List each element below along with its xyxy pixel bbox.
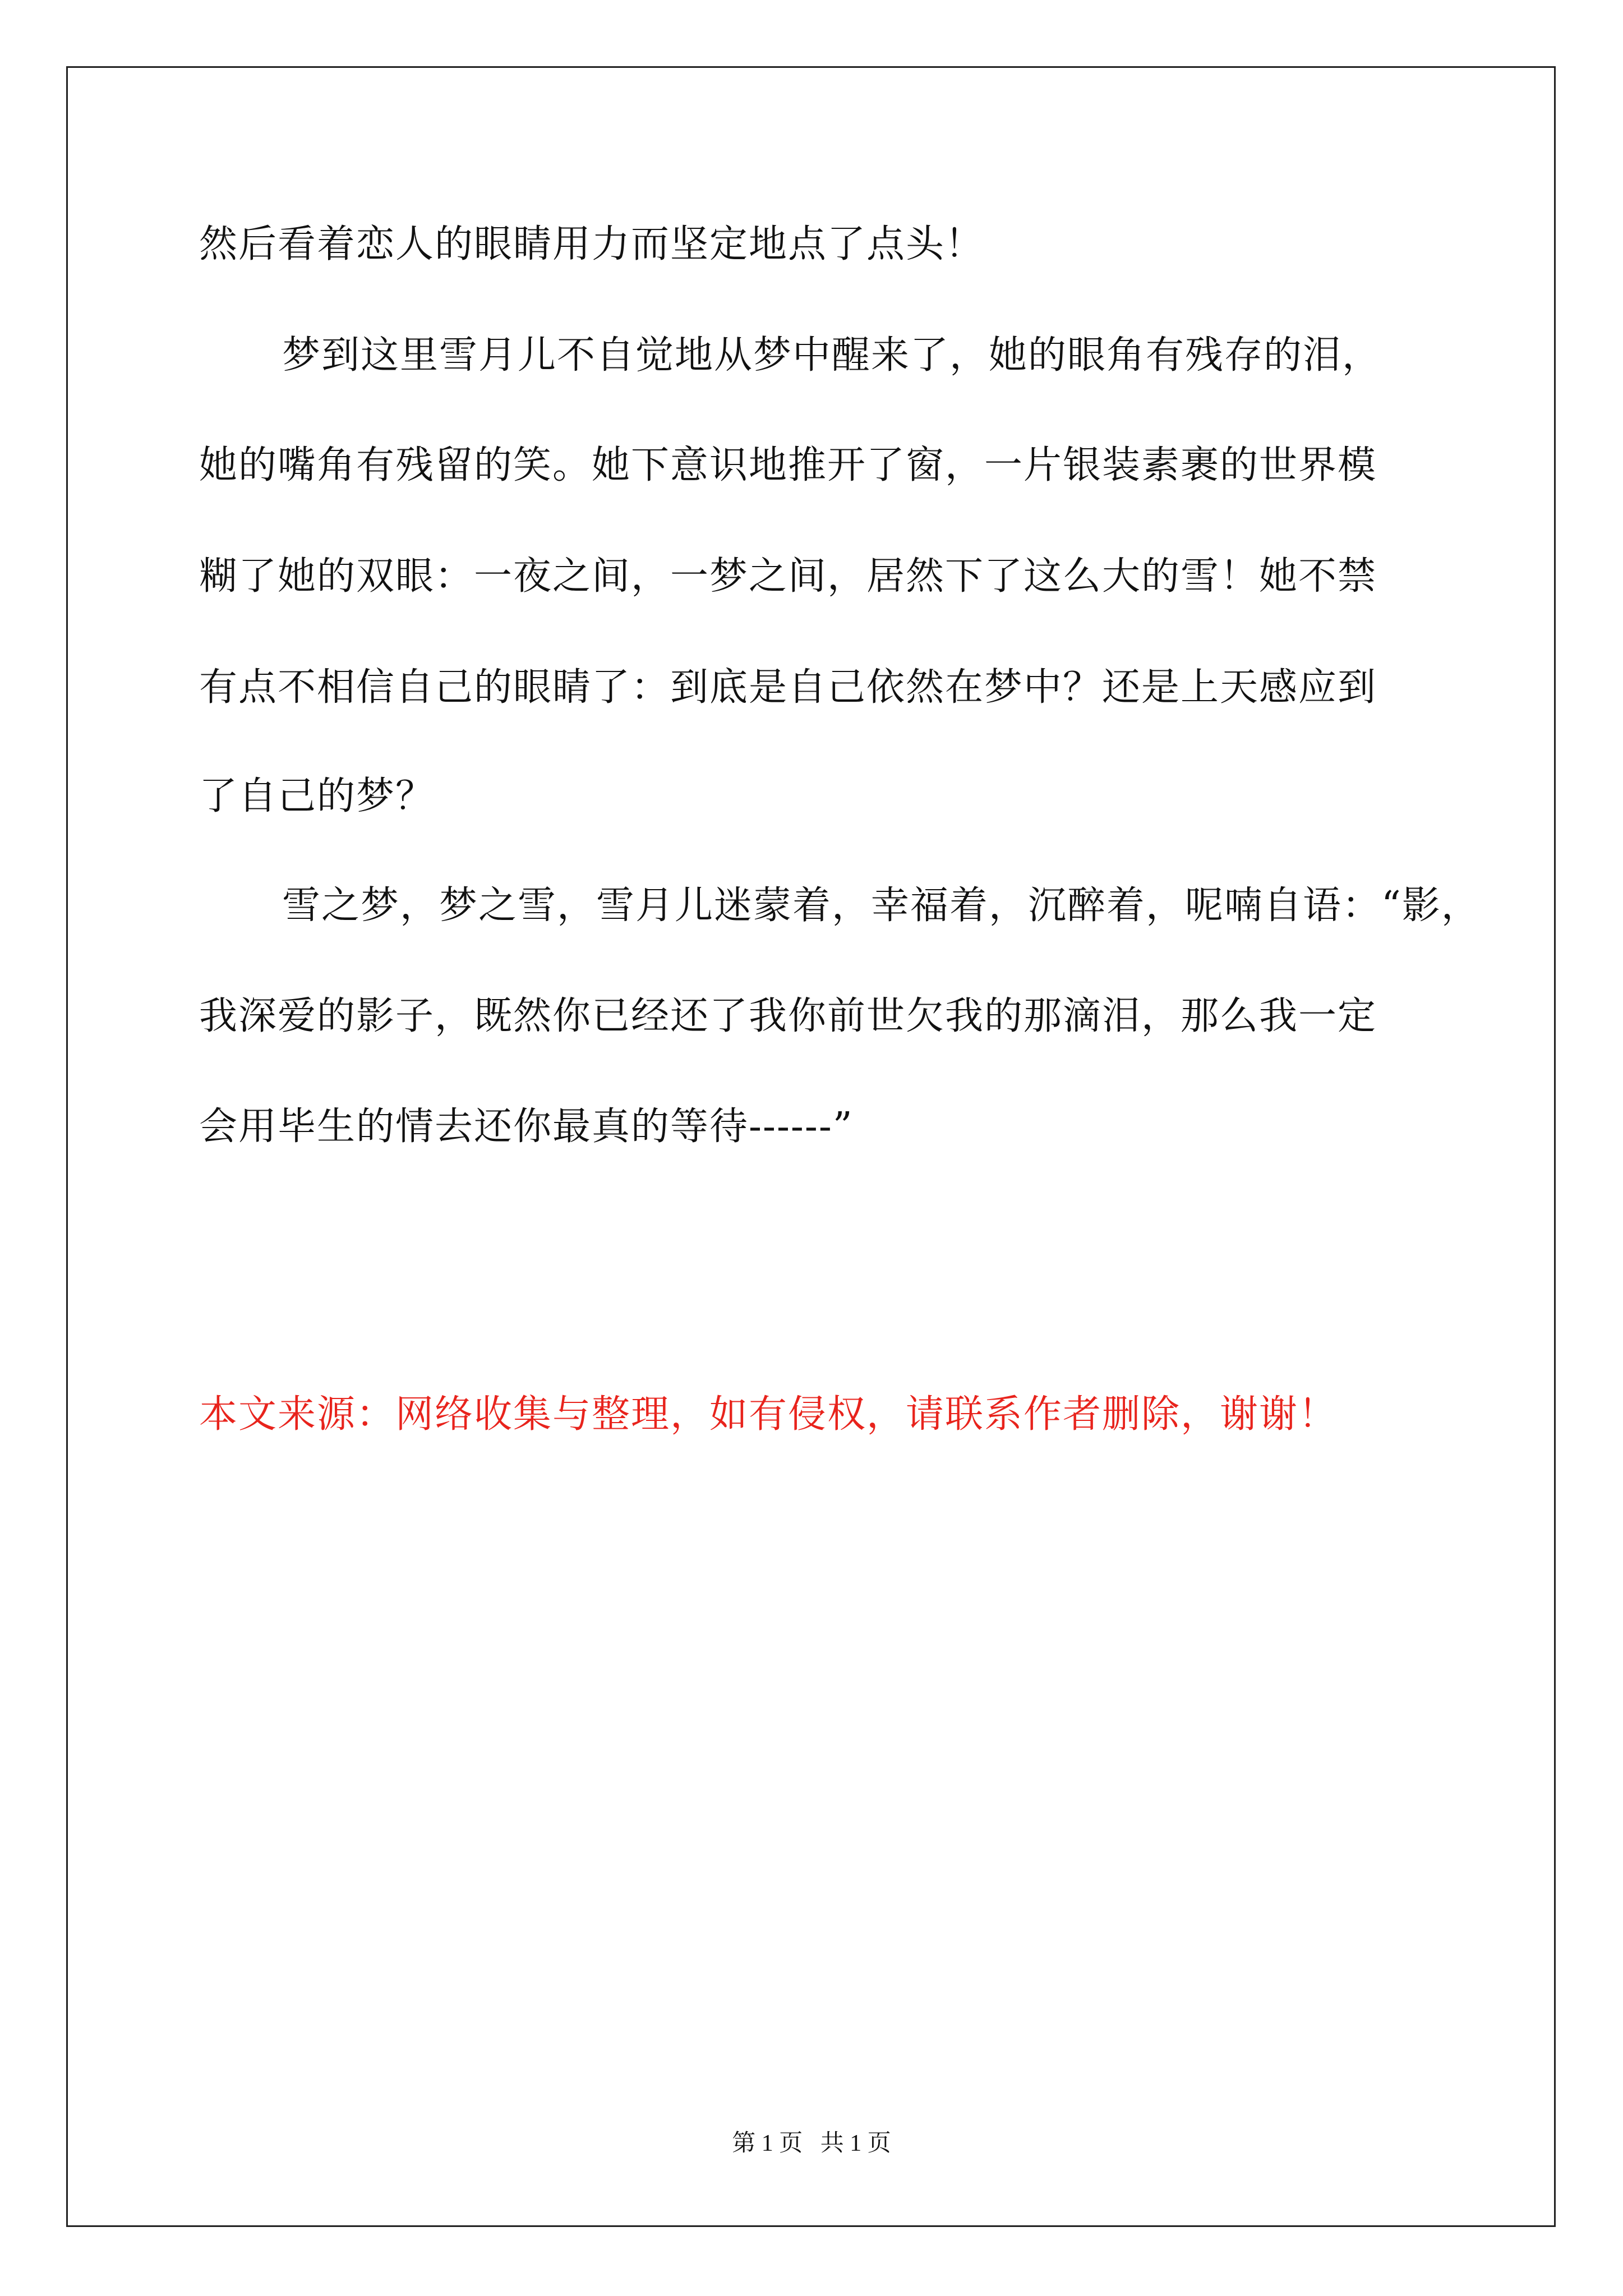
paragraph-1-line-1: 然后看着恋人的眼睛用力而坚定地点了点头！	[199, 222, 985, 266]
paragraph-3-line-3: 会用毕生的情去还你最真的等待------”	[199, 1105, 854, 1149]
page-footer: 第 1 页 共 1 页	[732, 2131, 891, 2156]
source-note: 本文来源：网络收集与整理，如有侵权，请联系作者删除，谢谢！	[199, 1392, 1338, 1437]
paragraph-3-line-1: 雪之梦，梦之雪，雪月儿迷蒙着，幸福着，沉醉着，呢喃自语：“影，	[282, 884, 1481, 928]
paragraph-2-line-2: 她的嘴角有残留的笑。她下意识地推开了窗，一片银装素裹的世界模	[199, 443, 1377, 487]
paragraph-2-line-1: 梦到这里雪月儿不自觉地从梦中醒来了，她的眼角有残存的泪，	[282, 333, 1382, 378]
paragraph-2-line-5: 了自己的梦？	[199, 774, 435, 818]
paragraph-2-line-4: 有点不相信自己的眼睛了：到底是自己依然在梦中？还是上天感应到	[199, 665, 1377, 710]
paragraph-2-line-3: 糊了她的双眼：一夜之间，一梦之间，居然下了这么大的雪！她不禁	[199, 554, 1377, 599]
paragraph-3-line-2: 我深爱的影子，既然你已经还了我你前世欠我的那滴泪，那么我一定	[199, 994, 1377, 1038]
